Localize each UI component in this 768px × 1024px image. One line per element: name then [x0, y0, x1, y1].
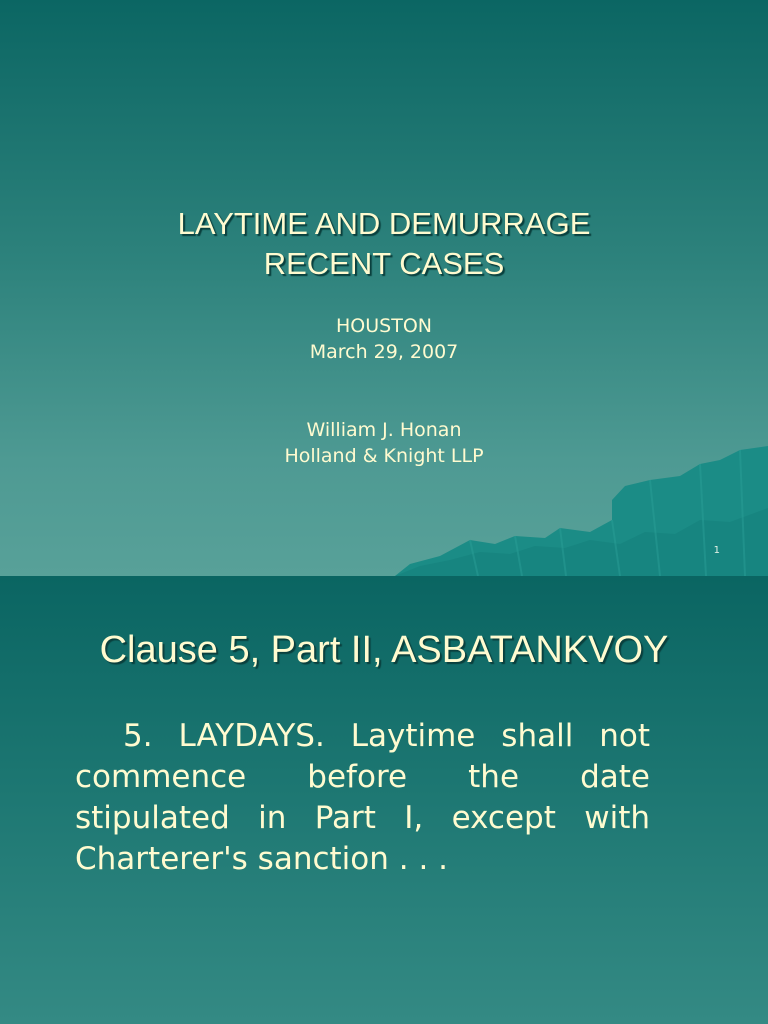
mountain-range-graphic	[0, 436, 768, 576]
firm-name: Holland & Knight LLP	[284, 445, 484, 467]
city-label: HOUSTON	[336, 315, 432, 337]
slide-heading: Clause 5, Part II, ASBATANKVOY	[99, 629, 669, 671]
location-date-block	[0, 313, 768, 365]
title-line-2: RECENT CASES	[263, 246, 505, 281]
content-slide	[0, 576, 768, 1024]
clause-text: 5. LAYDAYS. Laytime shall not commence before the date stipulated in Part I, except with Charterer's sanction . . .	[75, 718, 650, 877]
date-label: March 29, 2007	[309, 341, 459, 363]
title-line-1: LAYTIME AND DEMURRAGE	[177, 206, 591, 241]
author-name: William J. Honan	[306, 419, 462, 441]
slide-number: 1	[713, 545, 720, 556]
presentation-title	[0, 204, 768, 284]
